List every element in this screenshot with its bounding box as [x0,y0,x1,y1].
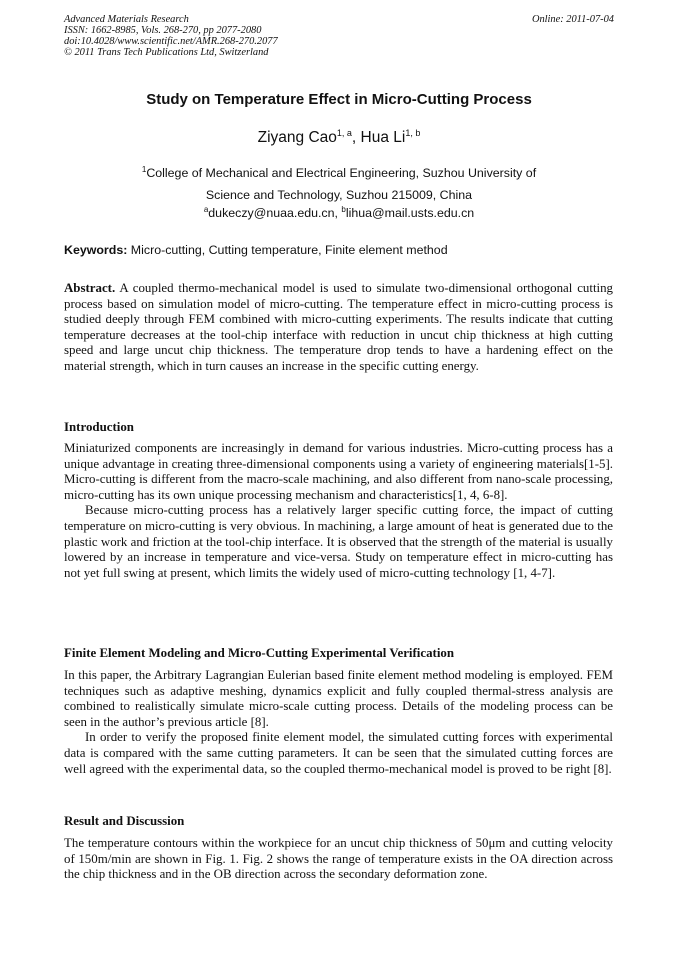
affiliation-line-2: Science and Technology, Suzhou 215009, China [205,188,473,202]
paragraph: Miniaturized components are increasingly in demand for various industries. Micro-cutting process has a unique advantage in creating three-dimensional components using a variety of engineering materials[1-5]. Micro-cutting is different from the macro-scale machining, and also different from nano-scale processing, micro-cutting has its own unique processing mechanism and characteristics[1, 4, 6-8]. [64,441,613,502]
author-line [0,128,678,147]
keywords [64,243,614,257]
doi-line: doi:10.4028/www.scientific.net/AMR.268-270.2077 [64,36,278,47]
keywords-label: Keywords: [64,243,128,257]
journal-header [64,14,614,58]
journal-name: Advanced Materials Research [64,14,189,25]
abstract-text: A coupled thermo-mechanical model is used to simulate two-dimensional orthogonal cutting process based on simulation model of micro-cutting. The temperature effect in micro-cutting process is studied deeply through FEM combined with micro-cutting experiments. The results indicate that cutting temperature decreases at the tool-chip interface with reduction in uncut chip thickness at high cutting speed and large uncut chip thickness. The temperature drop tends to have a hardening effect on the material strength, which in turn causes an increase in the specific cutting energy. [64,281,613,373]
author-name: Ziyang Cao [257,129,337,147]
paper-title: Study on Temperature Effect in Micro-Cutting Process [146,91,532,108]
paragraph: Because micro-cutting process has a relatively larger specific cutting force, the impact of cutting temperature on micro-cutting is very obvious. In machining, a large amount of heat is generated due to the plastic work and friction at the tool-chip interface. It is observed that the strength of the material is usually lowered by an increase in temperature and vice-versa. Study on temperature effect in micro-cutting has not yet full swing at present, which limits the widely used of micro-cutting technology [1, 4-7]. [64,503,613,580]
email-superscript: a [203,205,209,214]
affiliation-superscript: 1 [141,165,147,174]
section-body [64,441,613,581]
email-superscript: b [341,205,346,214]
copyright-line: © 2011 Trans Tech Publications Ltd, Switzerland [64,47,269,58]
abstract [64,281,613,375]
paragraph: In order to verify the proposed finite element model, the simulated cutting forces with experimental data is compared with the same cutting parameters. It can be seen that the simulated cutting forces are well agreed with the experimental data, so the coupled thermo-mechanical model is proved to be right [8]. [64,730,613,776]
issn-line: ISSN: 1662-8985, Vols. 268-270, pp 2077-2080 [64,25,262,36]
author-separator: , [351,129,361,147]
paragraph: In this paper, the Arbitrary Lagrangian Eulerian based finite element method modeling is employed. FEM techniques such as adaptive meshing, dynamics explicit and fully coupled thermal-stress analysis are combined to realistically simulate micro-scale cutting process. Details of the modeling process can be seen in the author’s previous article [8]. [64,668,613,729]
section-heading: Finite Element Modeling and Micro-Cutting Experimental Verification [64,646,455,660]
paragraph: The temperature contours within the workpiece for an uncut chip thickness of 50μm and cutting velocity of 150m/min are shown in Fig. 1. Fig. 2 shows the range of temperature exists in the OA direction across the chip thickness and in the OB direction across the secondary deformation zone. [64,836,613,882]
section-heading: Result and Discussion [64,814,185,828]
affiliation-line-1 [0,165,678,180]
author-superscript: 1, a [336,128,352,138]
abstract-label: Abstract. [64,281,116,295]
email-address[interactable]: lihua@mail.usts.edu.cn [345,206,475,221]
affiliation-text: College of Mechanical and Electrical Engineering, Suzhou University of [146,166,537,181]
author-name: Hua Li [360,129,406,147]
email-line [0,205,678,220]
email-address[interactable]: dukeczy@nuaa.edu.cn, [208,206,342,221]
online-date: Online: 2011-07-04 [531,14,614,25]
section-body [64,836,613,883]
section-heading: Introduction [64,420,134,434]
keywords-text: Micro-cutting, Cutting temperature, Finite element method [127,243,448,257]
section-body [64,668,613,777]
author-superscript: 1, b [405,128,421,138]
